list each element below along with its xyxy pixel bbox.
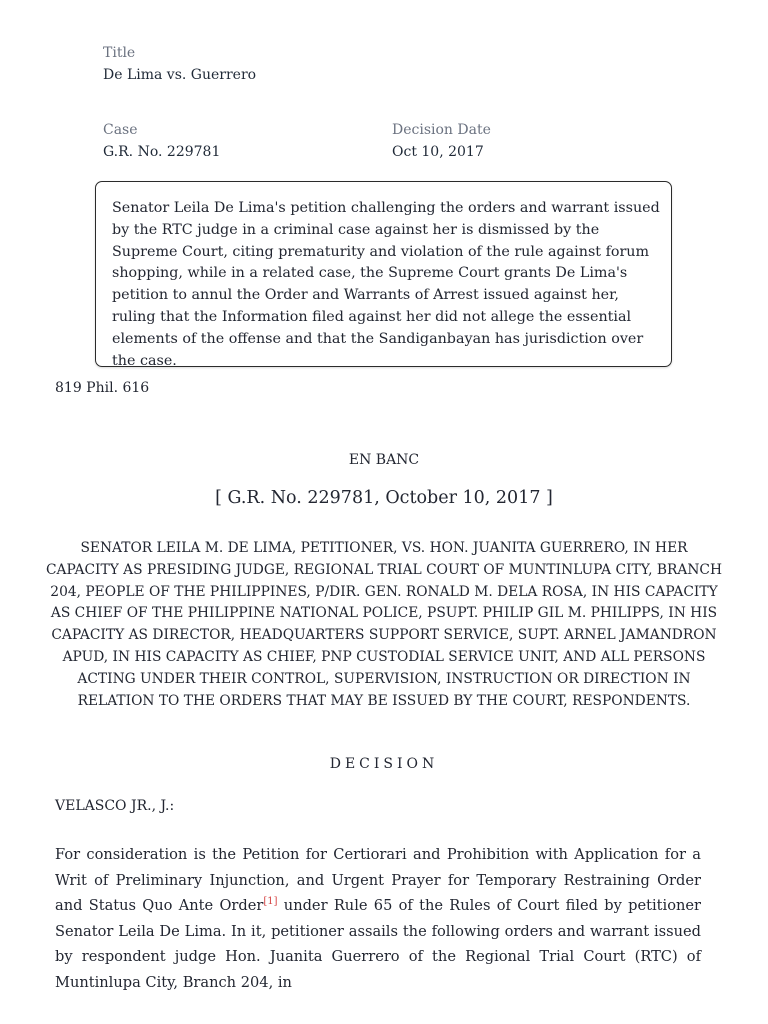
decision-date-label: Decision Date xyxy=(392,122,491,138)
case-summary-box xyxy=(95,181,672,367)
case-parties: SENATOR LEILA M. DE LIMA, PETITIONER, VS. HON. JUANITA GUERRERO, IN HER CAPACITY AS PRESIDING JUDGE, REGIONAL TRIAL COURT OF MUNTINLUPA CITY, BRANCH 204, PEOPLE OF THE PHILIPPINES, P/DIR. GEN. RONALD M. DELA ROSA, IN HIS CAPACITY AS CHIEF OF THE PHILIPPINE NATIONAL POLICE, PSUPT. PHILIP GIL M. PHILIPPS, IN HIS CAPACITY AS DIRECTOR, HEADQUARTERS SUPPORT SERVICE, SUPT. ARNEL JAMANDRON APUD, IN HIS CAPACITY AS CHIEF, PNP CUSTODIAL SERVICE UNIT, AND ALL PERSONS ACTING UNDER THEIR CONTROL, SUPERVISION, INSTRUCTION OR DIRECTION IN RELATION TO THE ORDERS THAT MAY BE ISSUED BY THE COURT, RESPONDENTS. xyxy=(45,540,722,709)
case-summary-text: Senator Leila De Lima's petition challenging the orders and warrant issued by the RTC judge in a criminal case against her is dismissed by the Supreme Court, citing prematurity and violation of the rule against forum shopping, while in a related case, the Supreme Court grants De Lima's petition to annul the Order and Warrants of Arrest issued against her, ruling that the Information filed against her did not allege the essential elements of the offense and that the Sandiganbayan has jurisdiction over the case. xyxy=(112,200,660,369)
footnote-ref-link[interactable]: [1] xyxy=(263,896,278,908)
case-value: G.R. No. 229781 xyxy=(103,144,221,160)
ponente: VELASCO JR., J.: xyxy=(55,798,175,814)
body-text-before-ref: For consideration is the Petition for Certiorari and Prohibition with Application for a Writ of Preliminary Injunction, and Urgent Prayer for Temporary Restraining Order and Status Quo Ante Order xyxy=(55,846,701,914)
phil-citation: 819 Phil. 616 xyxy=(55,380,150,396)
case-label: Case xyxy=(103,122,138,138)
body-text-after-ref: under Rule 65 of the Rules of Court filed by petitioner Senator Leila De Lima. In it, petitioner assails the following orders and warrant issued by respondent judge Hon. Juanita Guerrero of the Regional Trial Court (RTC) of Muntinlupa City, Branch 204, in xyxy=(55,897,701,991)
gr-number-heading: [ G.R. No. 229781, October 10, 2017 ] xyxy=(215,488,553,508)
division-heading: EN BANC xyxy=(348,452,420,468)
decision-heading: DECISION xyxy=(329,756,439,772)
decision-date-value: Oct 10, 2017 xyxy=(392,144,484,160)
title-label: Title xyxy=(103,45,136,61)
decision-body-paragraph xyxy=(55,842,701,995)
title-value: De Lima vs. Guerrero xyxy=(103,67,257,83)
